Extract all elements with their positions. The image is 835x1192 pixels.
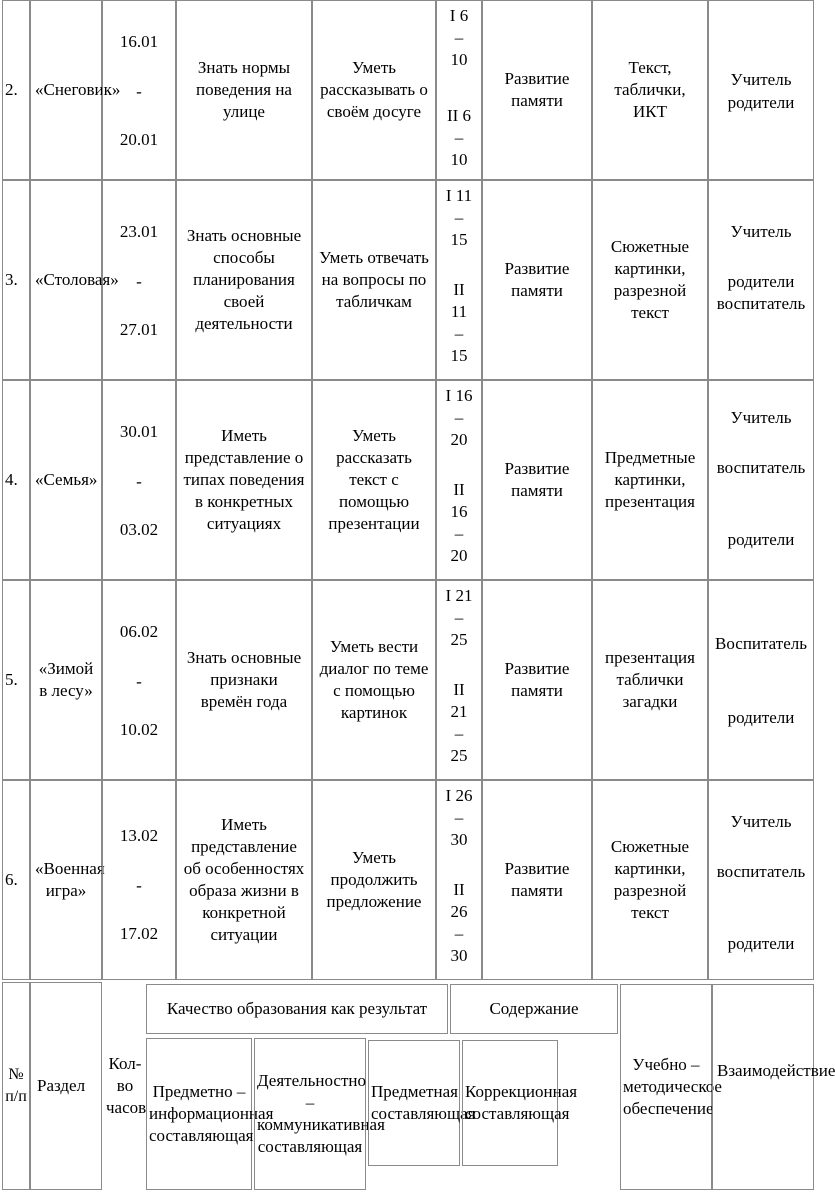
date-cell [102, 380, 176, 580]
topic-text: «Столовая» [35, 270, 119, 289]
interaction-line: родители воспитатель [716, 272, 806, 313]
header-correction: Коррекционная составляющая [465, 1082, 578, 1123]
activity-cell [312, 380, 436, 580]
subject-info-text: Знать основные способы планирования своей деятельности [186, 226, 302, 333]
header-content: Содержание [489, 999, 579, 1018]
interaction-cell [708, 180, 814, 380]
activity-text: Уметь вести диалог по теме с помощью картинок [319, 637, 429, 722]
subject-info-cell [176, 780, 312, 980]
materials-cell [592, 0, 708, 180]
date-to: 10.02 [119, 720, 159, 739]
materials-cell [592, 580, 708, 780]
materials-text: презентация таблички загадки [605, 648, 695, 711]
hours-second: II 11 – 15 [450, 280, 468, 365]
hours-cell [436, 580, 482, 780]
materials-cell [592, 780, 708, 980]
topic-cell [30, 380, 102, 580]
header-hours: Кол-во часов [106, 1054, 147, 1117]
materials-cell [592, 380, 708, 580]
header-interaction: Взаимодействие [717, 1061, 835, 1080]
materials-text: Сюжетные картинки, разрезной текст [610, 837, 690, 922]
interaction-line: Учитель [730, 222, 792, 241]
subject-info-text: Знать нормы поведения на улице [196, 58, 292, 121]
topic-cell [30, 780, 105, 980]
activity-text: Уметь рассказывать о своём досуге [320, 58, 428, 121]
interaction-cell [708, 780, 814, 980]
interaction-line: воспитатель [716, 862, 806, 881]
date-from: 06.02 [119, 622, 159, 641]
interaction-line: Воспитатель [715, 634, 807, 653]
activity-cell [312, 780, 436, 980]
interaction-line: Учитель [730, 70, 792, 89]
row-number: 6. [5, 870, 18, 889]
header-hours-cell [106, 982, 147, 1190]
header-subject-cell [368, 1040, 476, 1166]
row-number: 4. [5, 470, 18, 489]
date-dash: - [136, 876, 142, 895]
hours-first: I 6 – 10 [449, 6, 469, 69]
hours-second: II 16 – 20 [450, 480, 468, 565]
date-dash: - [136, 272, 142, 291]
date-cell [102, 0, 176, 180]
row-number-cell [2, 0, 30, 180]
row-number: 2. [5, 80, 18, 99]
interaction-line: Учитель [730, 408, 792, 427]
date-to: 03.02 [119, 520, 159, 539]
topic-text: «Военная игра» [35, 859, 105, 900]
date-cell [102, 580, 176, 780]
hours-first: I 26 – 30 [445, 786, 473, 849]
header-interaction-cell [712, 984, 835, 1190]
date-cell [102, 780, 176, 980]
row-number-cell [2, 580, 30, 780]
date-to: 17.02 [119, 924, 159, 943]
activity-cell [312, 180, 436, 380]
interaction-line: родители [727, 93, 795, 112]
date-from: 16.01 [119, 32, 159, 51]
subject-info-cell [176, 580, 312, 780]
activity-text: Уметь рассказать текст с помощью презентации [328, 426, 420, 533]
date-dash: - [136, 82, 142, 101]
correction-cell [482, 0, 592, 180]
header-activity-cell [254, 1038, 385, 1190]
materials-text: Текст, таблички, ИКТ [614, 58, 686, 121]
date-to: 20.01 [119, 130, 159, 149]
row-number-cell [2, 180, 30, 380]
date-from: 23.01 [119, 222, 159, 241]
hours-second: II 21 – 25 [450, 680, 468, 765]
hours-second: II 6 – 10 [446, 106, 472, 169]
correction-cell [482, 580, 592, 780]
hours-first: I 21 – 25 [445, 586, 473, 649]
topic-cell [30, 0, 121, 180]
date-cell [102, 180, 176, 380]
correction-cell [482, 380, 592, 580]
date-from: 13.02 [119, 826, 159, 845]
header-subject: Предметная составляющая [371, 1082, 476, 1123]
header-subject-info: Предметно – информационная составляющая [149, 1082, 274, 1145]
interaction-line: Учитель [730, 812, 792, 831]
hours-cell [436, 180, 482, 380]
interaction-line: родители [727, 934, 795, 953]
correction-text: Развитие памяти [504, 659, 570, 700]
correction-text: Развитие памяти [504, 69, 570, 110]
subject-info-text: Знать основные признаки времён года [186, 648, 302, 711]
header-number-cell [2, 982, 30, 1190]
correction-cell [482, 780, 592, 980]
subject-info-text: Иметь представление об особенностях образа жизни в конкретной ситуации [183, 815, 305, 944]
header-content-cell [450, 984, 618, 1034]
subject-info-text: Иметь представление о типах поведения в конкретных ситуациях [183, 426, 305, 533]
hours-cell [436, 780, 482, 980]
header-materials-cell [620, 984, 722, 1190]
hours-second: II 26 – 30 [450, 880, 468, 965]
correction-text: Развитие памяти [504, 459, 570, 500]
materials-text: Предметные картинки, презентация [604, 448, 696, 511]
header-subject-info-cell [146, 1038, 274, 1190]
header-number: № п/п [5, 1066, 27, 1105]
activity-text: Уметь отвечать на вопросы по табличкам [319, 248, 429, 311]
header-section-cell [30, 982, 102, 1190]
date-to: 27.01 [119, 320, 159, 339]
interaction-cell [708, 0, 814, 180]
row-number-cell [2, 780, 30, 980]
hours-first: I 16 – 20 [445, 386, 473, 449]
topic-text: «Семья» [35, 470, 98, 489]
activity-text: Уметь продолжить предложение [326, 848, 422, 911]
interaction-line: родители [727, 530, 795, 549]
subject-info-cell [176, 0, 312, 180]
topic-cell [30, 580, 102, 780]
hours-first: I 11 – 15 [445, 186, 473, 249]
row-number-cell [2, 380, 30, 580]
header-correction-cell [462, 1040, 578, 1166]
row-number: 5. [5, 670, 18, 689]
hours-cell [436, 380, 482, 580]
header-materials: Учебно – методическое обеспечение [623, 1055, 722, 1118]
activity-cell [312, 0, 436, 180]
correction-text: Развитие памяти [504, 859, 570, 900]
header-activity: Деятельностно – коммуникативная составляющая [257, 1071, 385, 1156]
interaction-line: воспитатель [716, 458, 806, 477]
header-quality: Качество образования как результат [166, 999, 428, 1018]
topic-cell [30, 180, 119, 380]
topic-text: «Снеговик» [35, 80, 121, 99]
hours-cell [436, 0, 482, 180]
correction-cell [482, 180, 592, 380]
header-section: Раздел [37, 1076, 86, 1095]
interaction-cell [708, 580, 814, 780]
date-dash: - [136, 672, 142, 691]
activity-cell [312, 580, 436, 780]
date-from: 30.01 [119, 422, 159, 441]
interaction-cell [708, 380, 814, 580]
subject-info-cell [176, 180, 312, 380]
correction-text: Развитие памяти [504, 259, 570, 300]
header-quality-cell [146, 984, 448, 1034]
date-dash: - [136, 472, 142, 491]
row-number: 3. [5, 270, 18, 289]
subject-info-cell [176, 380, 312, 580]
materials-text: Сюжетные картинки, разрезной текст [610, 237, 690, 322]
interaction-line: родители [727, 708, 795, 727]
materials-cell [592, 180, 708, 380]
topic-text: «Зимой в лесу» [38, 659, 94, 700]
